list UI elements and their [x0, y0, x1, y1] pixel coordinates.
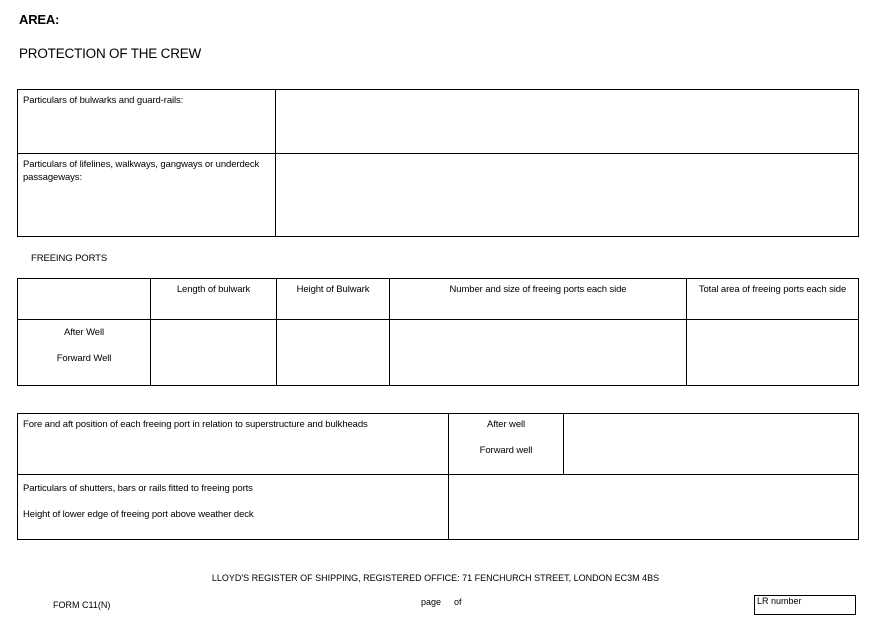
bulwarks-field[interactable] [276, 90, 859, 154]
area-label: AREA: [19, 12, 60, 27]
section-title: PROTECTION OF THE CREW [19, 46, 202, 61]
crew-protection-table [17, 89, 859, 237]
of-label: of [454, 597, 462, 607]
form-id: FORM C11(N) [53, 600, 111, 610]
lifelines-label: Particulars of lifelines, walkways, gangways or underdeck passageways: [18, 154, 276, 237]
col-header-number-size: Number and size of freeing ports each side [390, 279, 687, 320]
freeing-port-position-table [17, 413, 859, 540]
freeing-ports-label: FREEING PORTS [31, 253, 108, 264]
freeing-ports-table [17, 278, 859, 386]
col-header-blank [18, 279, 151, 320]
page-label: page [421, 597, 442, 607]
col-header-length: Length of bulwark [151, 279, 277, 320]
lr-number-box[interactable]: LR number [754, 595, 856, 615]
after-well-label: After Well [63, 327, 104, 338]
position-after-well: After well [486, 419, 526, 430]
number-size-field[interactable] [390, 320, 687, 386]
well-labels [18, 320, 151, 386]
height-lower-edge-label: Height of lower edge of freeing port above weather deck [23, 509, 254, 520]
shutters-height-field[interactable] [449, 475, 859, 540]
length-field[interactable] [151, 320, 277, 386]
shutters-label: Particulars of shutters, bars or rails fitted to freeing ports [23, 483, 253, 494]
total-area-field[interactable] [687, 320, 859, 386]
position-well-labels [449, 414, 564, 475]
col-header-total-area: Total area of freeing ports each side [687, 279, 859, 320]
position-forward-well: Forward well [479, 445, 533, 456]
position-label: Fore and aft position of each freeing port in relation to superstructure and bulkheads [18, 414, 449, 475]
position-field[interactable] [564, 414, 859, 475]
lifelines-field[interactable] [276, 154, 859, 237]
col-header-height: Height of Bulwark [277, 279, 390, 320]
footer-address: LLOYD'S REGISTER OF SHIPPING, REGISTERED OFFICE: 71 FENCHURCH STREET, LONDON EC3M 4BS [211, 573, 660, 583]
bulwarks-label: Particulars of bulwarks and guard-rails: [18, 90, 276, 154]
shutters-height-labels [18, 475, 449, 540]
forward-well-label: Forward Well [56, 353, 112, 364]
height-field[interactable] [277, 320, 390, 386]
